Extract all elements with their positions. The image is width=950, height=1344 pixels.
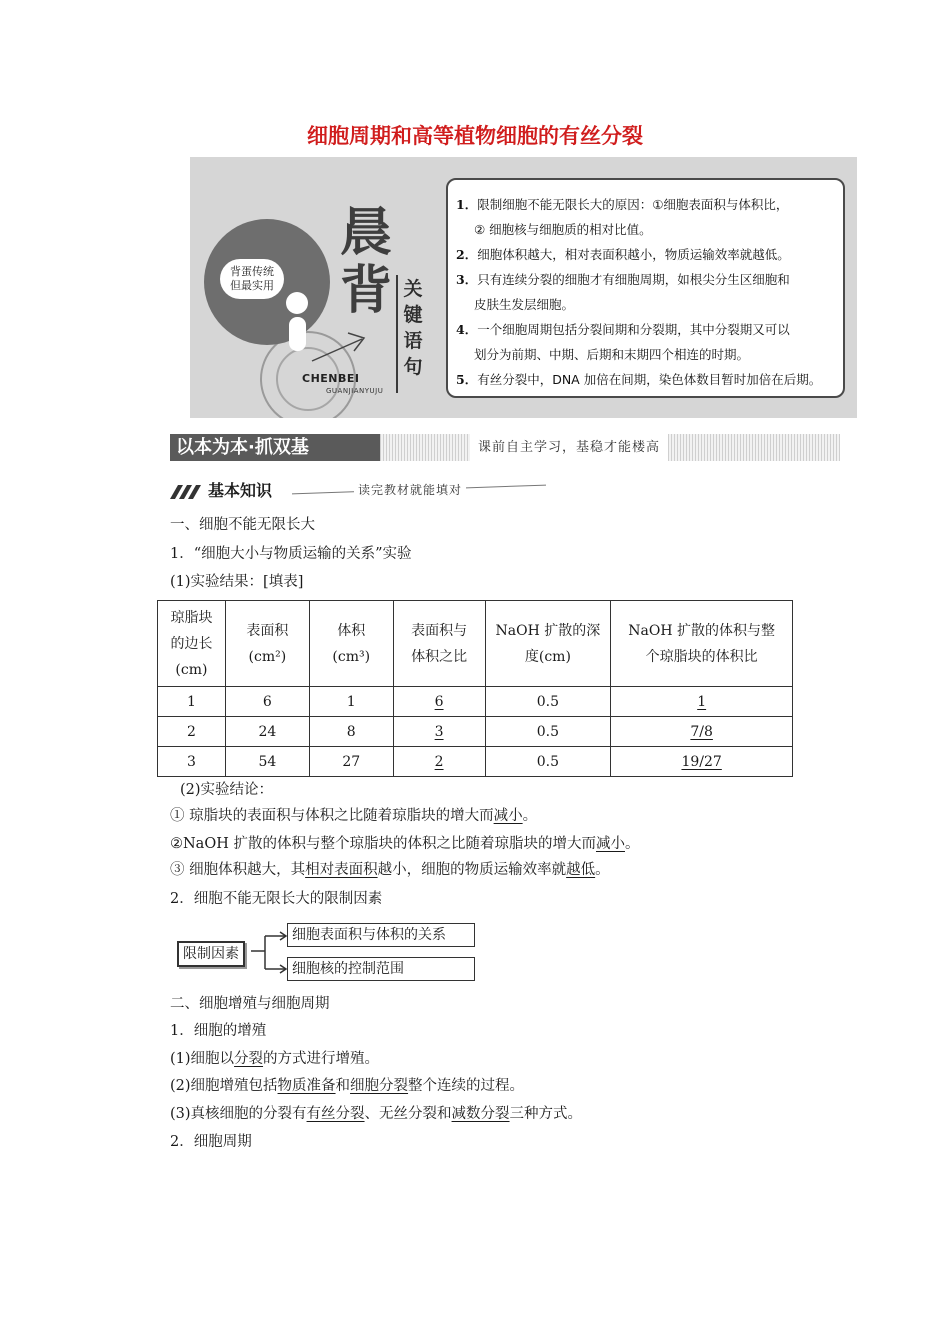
brand-text: CHENBEI bbox=[302, 372, 360, 385]
table-cell: 24 bbox=[225, 717, 309, 747]
table-cell: 0.5 bbox=[485, 747, 611, 777]
bubble-line: 背蛋传统 bbox=[230, 265, 274, 278]
key-point: 5．有丝分裂中，DNA 加倍在间期，染色体数目暂时加倍在后期。 bbox=[456, 372, 822, 387]
table-cell: 3 bbox=[158, 747, 226, 777]
key-sentence-banner bbox=[190, 157, 857, 418]
arrow-icon bbox=[310, 317, 370, 377]
table-row bbox=[158, 717, 793, 747]
table-cell-answer: 6 bbox=[393, 687, 485, 717]
key-point: 1．限制细胞不能无限长大的原因：①细胞表面积与体积比， bbox=[456, 197, 789, 212]
side-char: 关 bbox=[403, 278, 423, 300]
table-cell: 6 bbox=[225, 687, 309, 717]
statement-line: (1)细胞以分裂的方式进行增殖。 bbox=[170, 1051, 380, 1067]
person-icon bbox=[286, 292, 308, 314]
conclusion-line: ②NaOH 扩散的体积与整个琼脂块的体积之比随着琼脂块的增大而减小。 bbox=[170, 836, 640, 852]
item-heading: 1．细胞的增殖 bbox=[170, 1023, 267, 1039]
key-point: ② 细胞核与细胞质的相对比值。 bbox=[474, 222, 652, 237]
brand-subtext: GUANJIANYUJU bbox=[326, 387, 384, 395]
subsection-header bbox=[170, 480, 550, 504]
speech-bubble bbox=[220, 259, 284, 299]
table-cell-answer: 1 bbox=[611, 687, 793, 717]
statement-line: (3)真核细胞的分裂有有丝分裂、无丝分裂和减数分裂三种方式。 bbox=[170, 1106, 583, 1122]
section-header bbox=[170, 434, 840, 461]
key-point: 4．一个细胞周期包括分裂间期和分裂期，其中分裂期又可以 bbox=[456, 322, 790, 337]
table-cell: 1 bbox=[158, 687, 226, 717]
table-cell-answer: 2 bbox=[393, 747, 485, 777]
divider bbox=[396, 275, 398, 393]
key-point: 3．只有连续分裂的细胞才有细胞周期，如根尖分生区细胞和 bbox=[456, 272, 790, 287]
table-row bbox=[158, 747, 793, 777]
table-cell: 54 bbox=[225, 747, 309, 777]
table-cell: 27 bbox=[309, 747, 393, 777]
heading-part1: 一、细胞不能无限长大 bbox=[170, 517, 315, 533]
big-char-bei: 背 bbox=[340, 260, 393, 321]
diagram-connector bbox=[251, 931, 291, 975]
side-char: 语 bbox=[403, 330, 423, 352]
key-point: 2．细胞体积越大，相对表面积越小，物质运输效率就越低。 bbox=[456, 247, 790, 262]
table-header: 体积 (cm³) bbox=[309, 601, 393, 687]
section-subtitle: 课前自主学习，基稳才能楼高 bbox=[470, 434, 668, 461]
item-heading: 1．“细胞大小与物质运输的关系”实验 bbox=[170, 546, 412, 562]
stripes-icon bbox=[170, 483, 204, 501]
page-title: 细胞周期和高等植物细胞的有丝分裂 bbox=[307, 124, 643, 148]
table-cell: 1 bbox=[309, 687, 393, 717]
table-header-row bbox=[158, 601, 793, 687]
item-heading: 2．细胞周期 bbox=[170, 1134, 252, 1150]
table-row bbox=[158, 687, 793, 717]
table-header: NaOH 扩散的体积与整 个琼脂块的体积比 bbox=[611, 601, 793, 687]
table-header: NaOH 扩散的深 度(cm) bbox=[485, 601, 611, 687]
key-point: 皮肤生发层细胞。 bbox=[474, 297, 575, 312]
diagram-branch: 细胞核的控制范围 bbox=[287, 957, 475, 981]
section-label: 以本为本·抓双基 bbox=[170, 434, 380, 461]
table-header: 表面积 (cm²) bbox=[225, 601, 309, 687]
person-icon-body bbox=[289, 317, 306, 351]
diagram-branch: 细胞表面积与体积的关系 bbox=[287, 923, 475, 947]
table-cell-answer: 3 bbox=[393, 717, 485, 747]
table-header: 琼脂块 的边长 (cm) bbox=[158, 601, 226, 687]
table-cell: 8 bbox=[309, 717, 393, 747]
side-char: 键 bbox=[403, 304, 423, 326]
experiment-table bbox=[157, 600, 793, 777]
table-header: 表面积与 体积之比 bbox=[393, 601, 485, 687]
diagram-root: 限制因素 bbox=[177, 941, 245, 967]
big-char-chen: 晨 bbox=[340, 202, 393, 263]
statement-line: (2)细胞增殖包括物质准备和细胞分裂整个连续的过程。 bbox=[170, 1078, 525, 1094]
conclusion-line: ① 琼脂块的表面积与体积之比随着琼脂块的增大而减小。 bbox=[170, 808, 538, 824]
bubble-line: 但最实用 bbox=[230, 279, 274, 292]
table-cell-answer: 7/8 bbox=[611, 717, 793, 747]
item-subheading: (2)实验结论： bbox=[180, 782, 274, 798]
subsection-label: 基本知识 bbox=[208, 481, 273, 500]
side-char: 句 bbox=[403, 356, 423, 378]
item-heading: 2．细胞不能无限长大的限制因素 bbox=[170, 891, 383, 907]
table-cell-answer: 19/27 bbox=[611, 747, 793, 777]
key-points-box bbox=[446, 178, 845, 398]
table-cell: 0.5 bbox=[485, 687, 611, 717]
heading-part2: 二、细胞增殖与细胞周期 bbox=[170, 996, 330, 1012]
subsection-note: 读完教材就能填对 bbox=[354, 480, 466, 500]
conclusion-line: ③ 细胞体积越大，其相对表面积越小，细胞的物质运输效率就越低。 bbox=[170, 862, 610, 878]
table-cell: 2 bbox=[158, 717, 226, 747]
item-subheading: (1)实验结果：[填表] bbox=[170, 574, 304, 590]
table-cell: 0.5 bbox=[485, 717, 611, 747]
key-point: 划分为前期、中期、后期和末期四个相连的时期。 bbox=[474, 347, 750, 362]
